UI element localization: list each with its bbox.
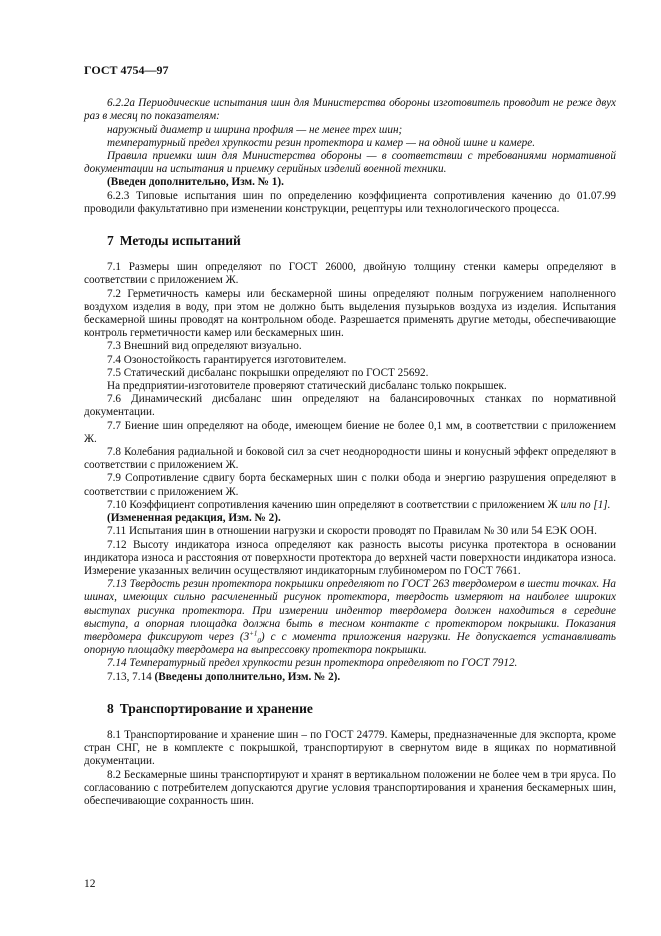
paragraph-7-5-note: На предприятии-изготовителе проверяют статический дисбаланс только покрышек. bbox=[107, 380, 507, 393]
section-8-heading: 8 Транспортирование и хранение bbox=[107, 700, 313, 716]
paragraph-6-2-2a: 6.2.2а Периодические испытания шин для Министерства обороны изготовитель проводит не реже двух раз в месяц по показателям: bbox=[84, 97, 616, 123]
amendment-note-7-13-7-14: 7.13, 7.14 (Введены дополнительно, Изм. № 2). bbox=[107, 670, 341, 683]
paragraph-7-14: 7.14 Температурный предел хрупкости резин протектора определяют по ГОСТ 7912. bbox=[107, 657, 518, 670]
paragraph-item: наружный диаметр и ширина профиля — не менее трех шин; bbox=[107, 123, 403, 136]
paragraph-7-5: 7.5 Статический дисбаланс покрышки определяют по ГОСТ 25692. bbox=[107, 366, 429, 379]
section-8-body bbox=[84, 729, 616, 808]
paragraph-7-11: 7.11 Испытания шин в отношении нагрузки и скорости проводят по Правилам № 30 или 54 ЕЭК ООН. bbox=[107, 525, 597, 538]
paragraph-7-7: 7.7 Биение шин определяют на ободе, имеющем биение не более 0,1 мм, в соответствии с приложением Ж. bbox=[84, 419, 616, 445]
top-block bbox=[84, 97, 616, 216]
paragraph-6-2-3: 6.2.3 Типовые испытания шин по определению коэффициента сопротивления качению до 01.07.99 проводили факультативно при изменении конструкции, рецептуры или технологического процесса. bbox=[84, 189, 616, 215]
paragraph-8-1: 8.1 Транспортирование и хранение шин – по ГОСТ 24779. Камеры, предназначенные для экспорта, кроме стран СНГ, не в комплекте с покрышкой, транспортируют в свернутом виде в ящиках по нормативной документации. bbox=[84, 728, 616, 768]
document-header: ГОСТ 4754—97 bbox=[84, 63, 169, 77]
paragraph-8-2: 8.2 Бескамерные шины транспортируют и хранят в вертикальном положении не более чем в три яруса. По согласованию с потребителем допускаются другие условия транспортирования и хранения бескамерных шин, обеспечивающие сохранность шин. bbox=[84, 768, 616, 807]
paragraph-7-10: 7.10 Коэффициент сопротивления качению шин определяют в соответствии с приложением Ж или по [1]. bbox=[107, 498, 611, 511]
page-number: 12 bbox=[84, 878, 96, 890]
paragraph-7-6: 7.6 Динамический дисбаланс шин определяют на балансировочных станках по нормативной документации. bbox=[84, 393, 616, 419]
section-7-body bbox=[84, 261, 616, 684]
amendment-note: (Измененная редакция, Изм. № 2). bbox=[107, 512, 281, 525]
paragraph-7-12: 7.12 Высоту индикатора износа определяют как разность высоты рисунка протектора в основании индикатора износа и расстояния от поверхности протектора до верхней части поверхности индикатора износа. Измерение указанных величин осуществляют индикаторным глубиномером по ГОСТ 7661. bbox=[84, 538, 616, 577]
amendment-note: (Введен дополнительно, Изм. № 1). bbox=[107, 176, 284, 189]
paragraph-item: температурный предел хрупкости резин протектора и камер — на одной шине и камере. bbox=[107, 136, 536, 149]
paragraph-item: Правила приемки шин для Министерства обороны — в соответствии с требованиями нормативной документации на испытания и приемку серийных изделий военной техники. bbox=[84, 150, 616, 176]
paragraph-7-1: 7.1 Размеры шин определяют по ГОСТ 26000, двойную толщину стенки камеры определяют в соответствии с приложением Ж. bbox=[84, 261, 616, 287]
paragraph-7-4: 7.4 Озоностойкость гарантируется изготовителем. bbox=[107, 353, 347, 366]
paragraph-7-8: 7.8 Колебания радиальной и боковой сил за счет неоднородности шины и конусный эффект определяют в соответствии с приложением Ж. bbox=[84, 446, 616, 472]
paragraph-7-9: 7.9 Сопротивление сдвигу борта бескамерных шин с полки обода и энергию разрушения определяют в соответствии с приложением Ж. bbox=[84, 472, 616, 498]
section-7-heading: 7 Методы испытаний bbox=[107, 233, 241, 249]
paragraph-7-3: 7.3 Внешний вид определяют визуально. bbox=[107, 340, 302, 353]
paragraph-7-13: 7.13 Твердость резин протектора покрышки определяют по ГОСТ 263 твердомером в шести точках. На шинах, имеющих сильно расчлененный рисунок протектора, твердость измеряют на наиболее широких выступах рисунка протектора. При измерении индентор твердомера должен находиться в середине выступа, а опорная площадка должна быть в тесном контакте с протектором покрышки. Показания твердомера фиксируют через $(3^{+1}_0)$ с с момента приложения нагрузки. Не допускается устанавливать опорную площадку твердомера на выпрессовку протектора покрышки. bbox=[84, 578, 616, 657]
document-page bbox=[84, 64, 616, 808]
paragraph-7-2: 7.2 Герметичность камеры или бескамерной шины определяют полным погружением наполненного воздухом изделия в воду, при этом не должно быть выделения пузырьков воздуха из изделия. Испытания бескамерной шины проводят на контрольном ободе. Разрешается применять другие методы, обеспечивающие контроль герметичности камер или бескамерных шин. bbox=[84, 287, 616, 340]
